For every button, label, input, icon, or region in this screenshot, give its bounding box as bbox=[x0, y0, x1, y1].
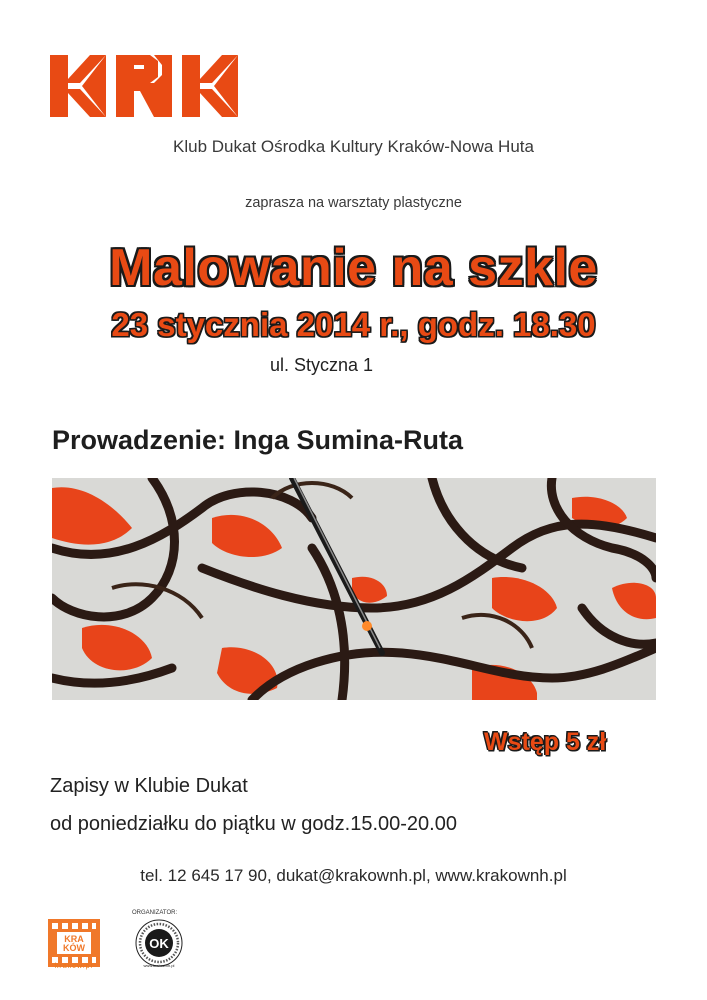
event-address: ul. Styczna 1 bbox=[270, 355, 374, 375]
contact-info: tel. 12 645 17 90, dukat@krakownh.pl, www.krakownh.pl bbox=[140, 866, 567, 885]
admission-fee: Wstęp 5 zł bbox=[484, 728, 607, 756]
krk-logo bbox=[50, 55, 238, 117]
svg-text:KRA: KRA bbox=[64, 934, 84, 944]
glass-painting-photo bbox=[52, 478, 656, 700]
invitation-text: zaprasza na warsztaty plastyczne bbox=[245, 195, 462, 211]
event-date: 23 stycznia 2014 r., godz. 18.30 bbox=[111, 306, 596, 343]
workshop-leader: Prowadzenie: Inga Sumina-Ruta bbox=[52, 425, 464, 455]
krakow-url: krakow.pl bbox=[54, 963, 94, 970]
svg-text:OK: OK bbox=[149, 936, 169, 951]
svg-text:www.krakownh.pl: www.krakownh.pl bbox=[143, 963, 175, 968]
registration-hours: od poniedziałku do piątku w godz.15.00-20.00 bbox=[50, 813, 457, 835]
club-name: Klub Dukat Ośrodka Kultury Kraków-Nowa Huta bbox=[173, 137, 534, 156]
registration-place: Zapisy w Klubie Dukat bbox=[50, 775, 248, 797]
svg-text:KÓW: KÓW bbox=[63, 943, 85, 953]
organizer-label: ORGANIZATOR: bbox=[132, 910, 178, 916]
event-title: Malowanie na szkle bbox=[109, 239, 598, 297]
ok-organizer-logo bbox=[134, 918, 184, 968]
